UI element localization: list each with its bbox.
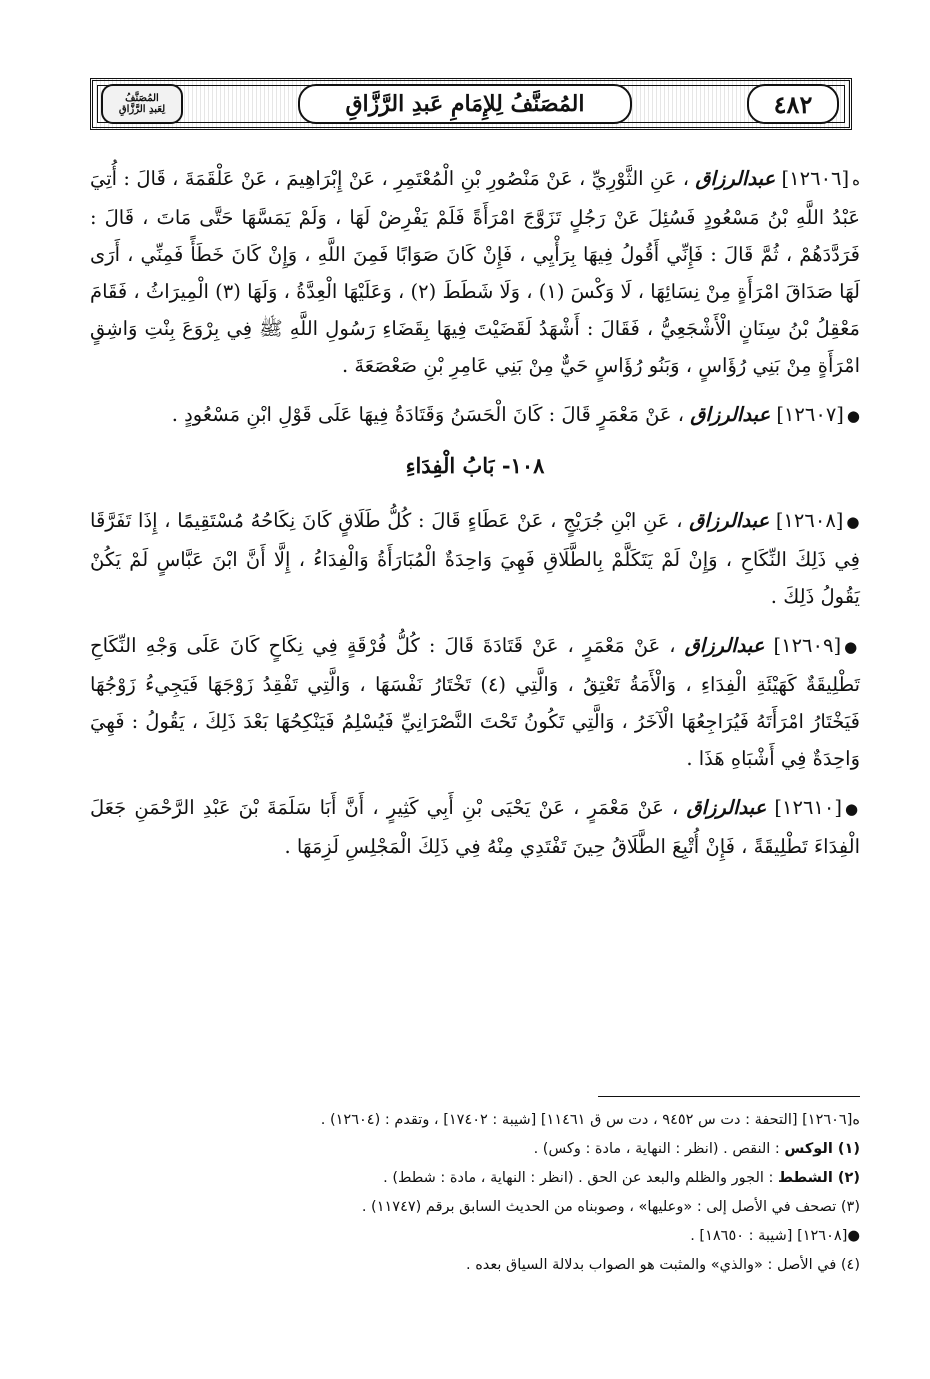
entry-author: عبدالرزاق bbox=[684, 634, 765, 657]
entry-text: ، عَنْ مَعْمَرٍ ، عَنْ قَتَادَةَ قَالَ : كُلُّ فُرْقَةٍ فِي نِكَاحٍ كَانَ عَلَى وَجْهِ النِّكَاحِ تَطْلِيقَةٌ كَهَيْئَةِ الْفِدَاءِ ، وَالْأَمَةُ تَعْتِقُ ، وَالَّتِي (٤) تَخْتَارُ نَفْسَهَا ، وَالَّتِي تَفْقِدُ زَوْجَهَا فَيَجِيءُ زَوْجُهَا فَيَخْتَارُ امْرَأَتَهُ فَيُرَاجِعُهَا الْآخَرُ ، وَالَّتِي تَكُونُ تَحْتَ النَّصْرَانِيِّ فَيُسْلِمُ فَيَنْكِحُهَا بَعْدَ ذَلِكَ ، يَقُولُ : فَهِيَ وَاحِدَةٌ فِي أَشْبَاهِ هَذَا . bbox=[90, 634, 860, 770]
entry-marker: ه bbox=[852, 171, 860, 189]
footnote-source-12608 bbox=[90, 1222, 860, 1251]
entry-number: [١٢٦٠٧] bbox=[776, 403, 844, 426]
footnote-text: ه[١٢٦٠٦] [التحفة : دت س ٩٤٥٢ ، دت س ق ١١٤٦١] [شيبة : ١٧٤٠٢] ، وتقدم : (١٢٦٠٤) . bbox=[320, 1112, 860, 1128]
page-number: ٤٨٢ bbox=[747, 84, 839, 124]
footnote-text: : الجور والظلم والبعد عن الحق . (انظر : النهاية ، مادة : شطط) . bbox=[383, 1170, 778, 1186]
footnote-divider bbox=[598, 1096, 860, 1097]
hadith-entry-12609 bbox=[90, 627, 860, 777]
seal-line-2: لِعَبدِ الرَّزَّاقِ bbox=[118, 104, 166, 115]
entry-marker: ● bbox=[845, 800, 860, 818]
footnote-text: (٣) تصحف في الأصل إلى : «وعليها» ، وصوبناه من الحديث السابق برقم (١١٧٤٧) . bbox=[361, 1199, 860, 1215]
entry-author: عبدالرزاق bbox=[686, 796, 767, 819]
hadith-entry-12607 bbox=[90, 396, 860, 435]
entry-text: ، عَنِ ابْنِ جُرَيْجٍ ، عَنْ عَطَاءٍ قَالَ : كُلُّ طَلَاقٍ كَانَ نِكَاحُهُ مُسْتَقِيمًا ، إِذَا تَفَرَّقَا فِي ذَلِكَ النِّكَاحِ ، وَإِنْ لَمْ يَتَكَلَّمْ بِالطَّلَاقِ فَهِيَ وَاحِدَةٌ الْمُبَارَأَةُ وَالْفِدَاءُ ، إِلَّا أَنَّ ابْنَ عَبَّاسٍ لَمْ يَكُنْ يَقُولُ ذَلِكَ . bbox=[90, 509, 860, 608]
footnote-source-12606 bbox=[90, 1106, 860, 1135]
entry-text: ، عَنْ مَعْمَرٍ ، عَنْ يَحْيَى بْنِ أَبِي كَثِيرٍ ، أَنَّ أَبَا سَلَمَةَ بْنَ عَبْدِ الرَّحْمَنِ جَعَلَ الْفِدَاءَ تَطْلِيقَةً ، فَإِنْ أُتْبِعَ الطَّلَاقُ حِينَ تَفْتَدِي مِنْهُ فِي ذَلِكَ الْمَجْلِسِ لَزِمَهَا . bbox=[90, 796, 860, 858]
entry-number: [١٢٦٠٦] bbox=[781, 167, 850, 190]
footnote-2 bbox=[90, 1164, 860, 1193]
seal-line-1: المُصَنَّفُ bbox=[125, 93, 159, 104]
footnote-text: : النقص . (انظر : النهاية ، مادة : وكس) . bbox=[533, 1141, 785, 1157]
book-title: المُصَنَّفُ لِلإِمَامِ عَبدِ الرَّزَّاقِ bbox=[298, 84, 632, 124]
entry-number: [١٢٦١٠] bbox=[774, 796, 842, 819]
footnote-3 bbox=[90, 1193, 860, 1222]
entry-number: [١٢٦٠٨] bbox=[775, 509, 844, 532]
entry-number: [١٢٦٠٩] bbox=[773, 634, 842, 657]
footnote-1 bbox=[90, 1135, 860, 1164]
footnote-4 bbox=[90, 1251, 860, 1280]
entry-marker: ● bbox=[846, 407, 860, 425]
footnotes bbox=[90, 1106, 860, 1280]
footnote-term: (١) الوكس bbox=[784, 1141, 860, 1157]
entry-text: ، عَنِ الثَّوْرِيِّ ، عَنْ مَنْصُورِ بْنِ الْمُعْتَمِرِ ، عَنْ إِبْرَاهِيمَ ، عَنْ عَلْقَمَةَ ، قَالَ : أُتِيَ عَبْدُ اللَّهِ بْنُ مَسْعُودٍ فَسُئِلَ عَنْ رَجُلٍ تَزَوَّجَ امْرَأَةً فَلَمْ يَفْرِضْ لَهَا ، وَلَمْ يَمَسَّهَا حَتَّى مَاتَ ، قَالَ : فَرَدَّدَهُمْ ، ثُمَّ قَالَ : فَإِنِّي أَقُولُ فِيهَا بِرَأْيِي ، فَإِنْ كَانَ صَوَابًا فَمِنَ اللَّهِ ، وَإِنْ كَانَ خَطَأً فَمِنِّي ، أَرَى لَهَا صَدَاقَ امْرَأَةٍ مِنْ نِسَائِهَا ، لَا وَكْسَ (١) ، وَلَا شَطَطَ (٢) ، وَعَلَيْهَا الْعِدَّةُ ، وَلَهَا (٣) الْمِيرَاثُ ، فَقَامَ مَعْقِلُ بْنُ سِنَانٍ الْأَشْجَعِيُّ ، فَقَالَ : أَشْهَدُ لَقَضَيْتَ فِيهَا بِقَضَاءِ رَسُولِ اللَّهِ ﷺ فِي بِرْوَعَ بِنْتِ وَاشِقٍ امْرَأَةٍ مِنْ بَنِي رُؤَاسٍ ، وَبَنُو رُؤَاسٍ حَيٌّ مِنْ بَنِي عَامِرِ بْنِ صَعْصَعَةَ . bbox=[90, 167, 860, 377]
entry-marker: ● bbox=[846, 513, 861, 531]
page-header bbox=[90, 78, 852, 130]
footnote-text: ●[١٢٦٠٨] [شيبة : ١٨٦٥٠] . bbox=[690, 1228, 860, 1244]
book-seal-logo bbox=[101, 84, 183, 124]
hadith-entry-12610 bbox=[90, 789, 860, 865]
hadith-entry-12606 bbox=[90, 160, 860, 384]
entry-marker: ● bbox=[844, 638, 861, 656]
footnote-text: (٤) في الأصل : «والذي» والمثبت هو الصواب بدلالة السياق بعده . bbox=[465, 1257, 860, 1273]
hadith-entry-12608 bbox=[90, 502, 860, 615]
footnote-term: (٢) الشطط bbox=[778, 1170, 860, 1186]
entry-text: ، عَنْ مَعْمَرٍ قَالَ : كَانَ الْحَسَنُ وَقَتَادَةُ فِيهَا عَلَى قَوْلِ ابْنِ مَسْعُودٍ . bbox=[171, 403, 685, 426]
chapter-heading: ١٠٨- بَابُ الْفِدَاءِ bbox=[405, 453, 545, 478]
entry-author: عبدالرزاق bbox=[689, 509, 770, 532]
entry-author: عبدالرزاق bbox=[690, 403, 771, 426]
entry-author: عبدالرزاق bbox=[695, 167, 776, 190]
main-text bbox=[90, 160, 860, 877]
